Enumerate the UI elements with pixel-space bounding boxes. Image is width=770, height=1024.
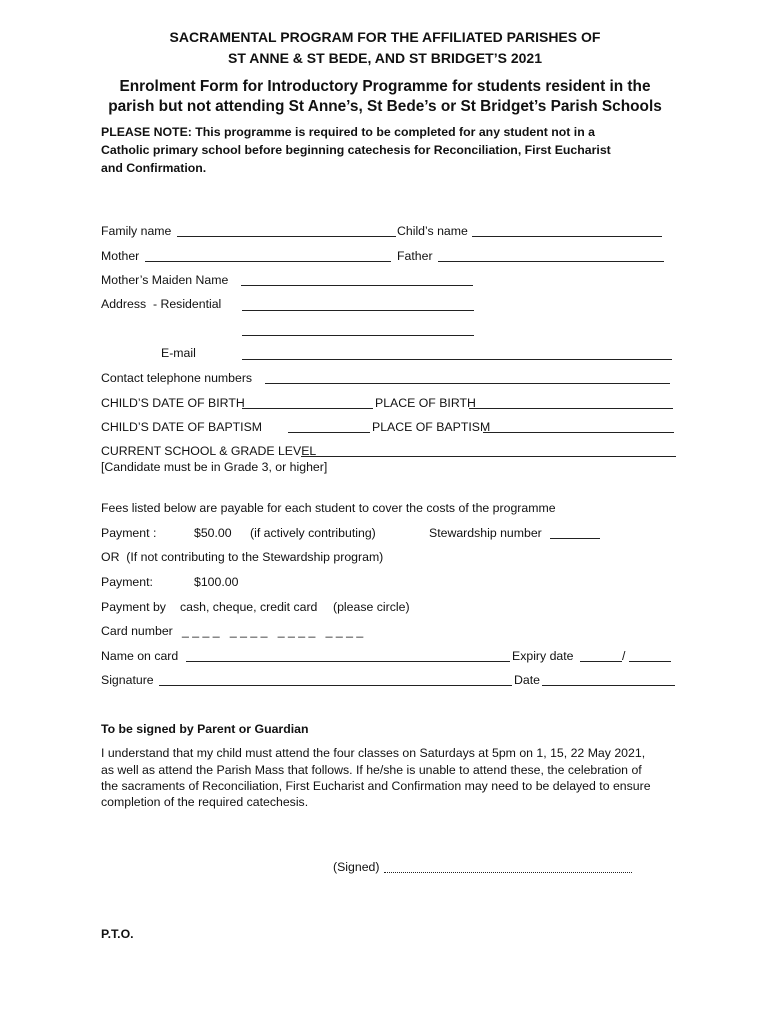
place-of-baptism-field[interactable] bbox=[483, 432, 674, 433]
payment-by-label: Payment by bbox=[101, 600, 166, 614]
payment-contributing-note: (if actively contributing) bbox=[250, 526, 376, 540]
expiry-year-field[interactable] bbox=[629, 661, 671, 662]
form-subtitle-line-1: Enrolment Form for Introductory Programme for students resident in the bbox=[119, 78, 651, 95]
father-label: Father bbox=[397, 249, 433, 263]
place-of-baptism-label: PLACE OF BAPTISM bbox=[372, 420, 491, 434]
mothers-maiden-name-label: Mother’s Maiden Name bbox=[101, 273, 229, 287]
or-not-contributing-line: OR (If not contributing to the Stewardship program) bbox=[101, 550, 384, 564]
parent-signature-field[interactable] bbox=[384, 872, 632, 873]
form-subtitle-line-2: parish but not attending St Anne’s, St Bede’s or St Bridget’s Parish Schools bbox=[108, 98, 662, 115]
consent-heading: To be signed by Parent or Guardian bbox=[101, 722, 309, 736]
address-label: Address - Residential bbox=[101, 297, 222, 311]
note-line-1: PLEASE NOTE: This programme is required to be completed for any student not in a bbox=[101, 125, 595, 139]
date-label: Date bbox=[514, 673, 540, 687]
stewardship-number-label: Stewardship number bbox=[429, 526, 542, 540]
payment-label: Payment : bbox=[101, 526, 157, 540]
card-number-label: Card number bbox=[101, 624, 173, 638]
mother-field[interactable] bbox=[145, 261, 391, 262]
address-field-line-2[interactable] bbox=[242, 335, 474, 336]
payment-methods[interactable]: cash, cheque, credit card bbox=[180, 600, 318, 614]
payment-2-label: Payment: bbox=[101, 575, 153, 589]
date-of-baptism-field[interactable] bbox=[288, 432, 370, 433]
email-field[interactable] bbox=[242, 359, 672, 360]
form-title-line-2: ST ANNE & ST BEDE, AND ST BRIDGET’S 2021 bbox=[227, 50, 542, 66]
mother-label: Mother bbox=[101, 249, 140, 263]
place-of-birth-label: PLACE OF BIRTH bbox=[375, 396, 476, 410]
family-name-field[interactable] bbox=[177, 236, 396, 237]
date-of-baptism-label: CHILD’S DATE OF BAPTISM bbox=[101, 420, 263, 434]
name-on-card-label: Name on card bbox=[101, 649, 179, 663]
signature-field[interactable] bbox=[159, 685, 512, 686]
date-field[interactable] bbox=[542, 685, 675, 686]
contact-phone-field[interactable] bbox=[265, 383, 670, 384]
contact-phone-label: Contact telephone numbers bbox=[101, 371, 253, 385]
name-on-card-field[interactable] bbox=[186, 661, 510, 662]
signature-label: Signature bbox=[101, 673, 154, 687]
payment-amount-contributing: $50.00 bbox=[194, 526, 232, 540]
dob-label: CHILD’S DATE OF BIRTH bbox=[101, 396, 245, 410]
consent-line-1: I understand that my child must attend the four classes on Saturdays at 5pm on 1, 15, 22 May 2021, bbox=[101, 746, 646, 760]
expiry-date-label: Expiry date bbox=[512, 649, 574, 663]
school-grade-label: CURRENT SCHOOL & GRADE LEVEL bbox=[101, 444, 317, 458]
school-grade-field[interactable] bbox=[301, 456, 676, 457]
dob-field[interactable] bbox=[242, 408, 373, 409]
consent-line-4: completion of the required catechesis. bbox=[101, 795, 309, 809]
expiry-month-field[interactable] bbox=[580, 661, 622, 662]
place-of-birth-field[interactable] bbox=[469, 408, 673, 409]
payment-amount-standard: $100.00 bbox=[194, 575, 239, 589]
email-label: E-mail bbox=[161, 346, 196, 360]
pto-footer: P.T.O. bbox=[101, 927, 134, 941]
childs-name-label: Child’s name bbox=[397, 224, 468, 238]
stewardship-number-field[interactable] bbox=[550, 538, 600, 539]
mothers-maiden-name-field[interactable] bbox=[241, 285, 473, 286]
father-field[interactable] bbox=[438, 261, 664, 262]
childs-name-field[interactable] bbox=[472, 236, 662, 237]
expiry-separator: / bbox=[622, 649, 626, 663]
form-title-line-1: SACRAMENTAL PROGRAM FOR THE AFFILIATED PARISHES OF bbox=[169, 29, 601, 45]
consent-line-2: as well as attend the Parish Mass that follows. If he/she is unable to attend these, the celebration of bbox=[101, 763, 642, 777]
card-number-field[interactable]: _ _ _ _ _ _ _ _ _ _ _ _ _ _ _ _ bbox=[182, 624, 364, 638]
consent-line-3: the sacraments of Reconciliation, First Eucharist and Confirmation may need to be delayed to ensure bbox=[101, 779, 651, 793]
family-name-label: Family name bbox=[101, 224, 172, 238]
address-field-line-1[interactable] bbox=[242, 310, 474, 311]
please-circle-note: (please circle) bbox=[333, 600, 410, 614]
note-line-2: Catholic primary school before beginning catechesis for Reconciliation, First Eucharist bbox=[101, 143, 611, 157]
fees-intro: Fees listed below are payable for each student to cover the costs of the programme bbox=[101, 501, 556, 515]
note-line-3: and Confirmation. bbox=[101, 161, 207, 175]
school-grade-note: [Candidate must be in Grade 3, or higher] bbox=[101, 460, 328, 474]
signed-label: (Signed) bbox=[333, 860, 380, 874]
